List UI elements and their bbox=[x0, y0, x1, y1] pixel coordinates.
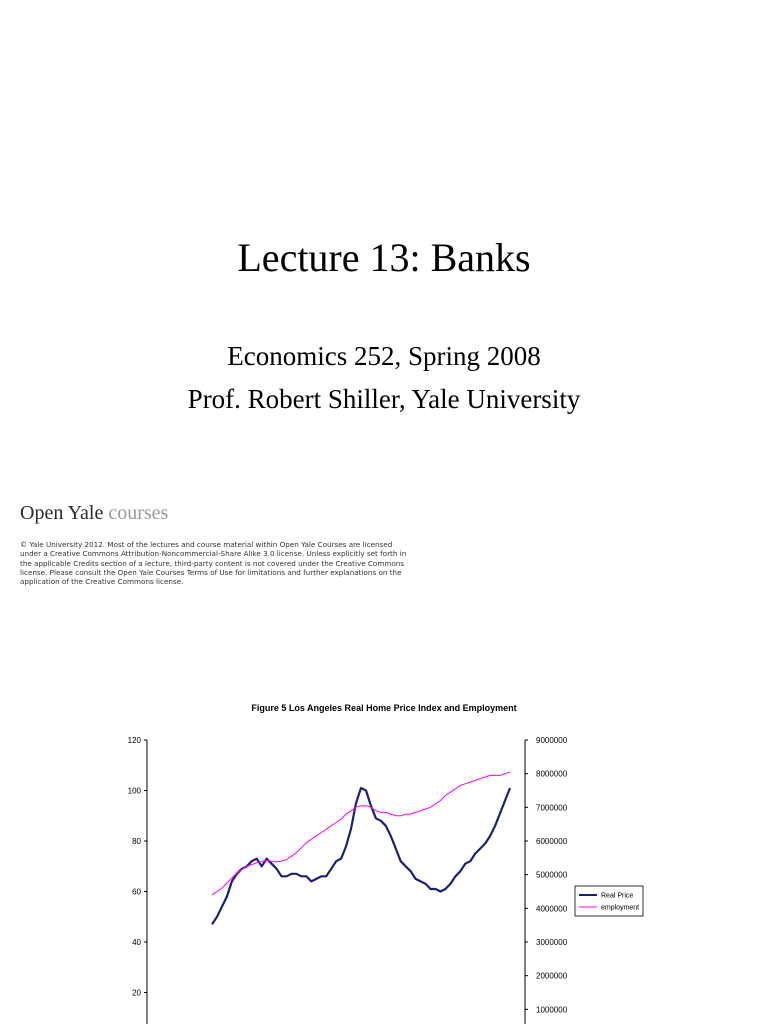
chart-series bbox=[212, 772, 510, 924]
right-tick-label: 5000000 bbox=[536, 870, 568, 880]
right-tick-label: 8000000 bbox=[536, 769, 568, 779]
professor-subtitle: Prof. Robert Shiller, Yale University bbox=[187, 384, 581, 414]
logo-courses-text: courses bbox=[108, 502, 169, 524]
right-tick-label: 1000000 bbox=[536, 1005, 568, 1015]
legend-label: employment bbox=[601, 904, 640, 912]
right-tick-label: 7000000 bbox=[536, 803, 568, 813]
right-tick-label: 3000000 bbox=[536, 938, 568, 947]
license-notice: © Yale University 2012. Most of the lectures and course material within Open Yale Courses are licensed under a Creative Commons Attribution-Noncommercial-Share Alike 3.0 license. Unless explicitly set forth in the applicable Credits section of a lecture, third-party content is not covered under the Creative Commons license. Please consult the Open Yale Courses Terms of Use for limitations and further explanations on the application of the Creative Commons license. bbox=[20, 540, 407, 587]
right-tick-label: 4000000 bbox=[536, 904, 568, 914]
course-subtitle: Economics 252, Spring 2008 bbox=[227, 341, 541, 371]
chart-legend bbox=[575, 886, 643, 916]
left-tick-label: 80 bbox=[132, 837, 141, 846]
logo-open-yale-text: Open Yale bbox=[20, 502, 104, 524]
slide-title: Lecture 13: Banks bbox=[237, 235, 531, 280]
left-tick-label: 60 bbox=[132, 887, 141, 897]
right-tick-label: 9000000 bbox=[536, 736, 568, 745]
right-tick-label: 6000000 bbox=[536, 837, 568, 846]
series-line-real-price bbox=[212, 788, 510, 924]
left-tick-label: 20 bbox=[132, 988, 141, 998]
right-tick-label: 2000000 bbox=[536, 971, 568, 981]
line-chart bbox=[0, 720, 768, 1024]
left-tick-label: 100 bbox=[127, 786, 141, 796]
open-yale-courses-logo bbox=[20, 500, 168, 526]
left-tick-label: 120 bbox=[127, 736, 141, 745]
chart-title: Figure 5 Los Angeles Real Home Price Index and Employment bbox=[251, 703, 517, 713]
left-tick-label: 40 bbox=[132, 938, 141, 947]
legend-box bbox=[575, 886, 643, 916]
chart-axes bbox=[128, 736, 568, 1024]
legend-label: Real Price bbox=[601, 892, 634, 900]
